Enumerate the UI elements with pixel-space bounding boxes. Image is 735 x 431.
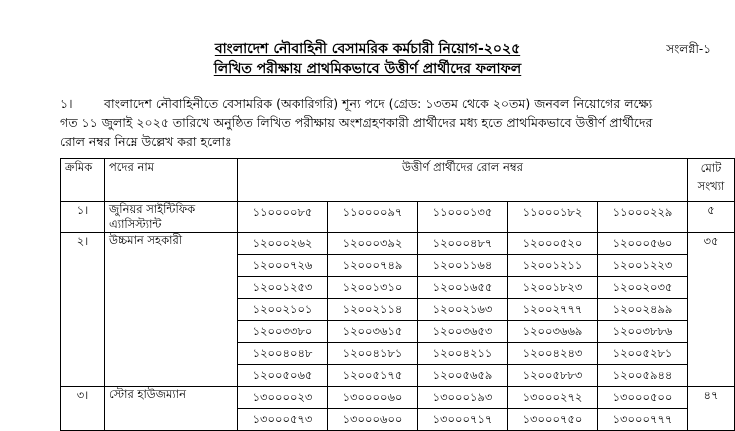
roll-number-cell: ১২০০৫২৮১ [598, 343, 688, 365]
roll-number-cell: ১২০০৪০৪৮ [238, 343, 328, 365]
serial-cell: ১। [61, 202, 105, 233]
roll-number-cell: ১৩০০০৫০০ [598, 387, 688, 409]
serial-cell: ২। [61, 233, 105, 387]
roll-number-cell: ১৩০০০৭১৭ [418, 409, 508, 431]
roll-number-cell: ১৩০০০৬০০ [328, 409, 418, 431]
roll-number-cell: ১২০০১১৬৪ [418, 255, 508, 277]
roll-number-cell: ১২০০০৫৬০ [598, 233, 688, 255]
table-body [61, 202, 735, 431]
table-row [61, 233, 735, 255]
header-serial: ক্রমিক [61, 159, 105, 202]
post-name-cell: জুনিয়র সাইন্টিফিক এ্যাসিস্ট্যান্ট [105, 202, 238, 233]
roll-number-cell: ১২০০১৩১০ [328, 277, 418, 299]
post-name-cell: উচ্চমান সহকারী [105, 233, 238, 387]
roll-number-cell: ১২০০১২৫৩ [238, 277, 328, 299]
total-cell: ৪৭ [688, 387, 735, 431]
roll-number-cell: ১৩০০০১৯৩ [418, 387, 508, 409]
table-row [61, 387, 735, 409]
roll-number-cell: ১২০০২৪৯৯ [598, 299, 688, 321]
roll-number-cell: ১২০০০৪৮৭ [418, 233, 508, 255]
roll-number-cell: ১২০০৫৬৫৯ [418, 365, 508, 387]
roll-number-cell: ১২০০৩৮৮৬ [598, 321, 688, 343]
roll-number-cell: ১২০০৫০৬৫ [238, 365, 328, 387]
roll-number-cell: ১২০০১২১১ [508, 255, 598, 277]
header-roll-numbers: উত্তীর্ণ প্রার্থীদের রোল নম্বর [238, 159, 688, 202]
roll-number-cell: ১২০০৫১৭৫ [328, 365, 418, 387]
roll-number-cell: ১২০০৪১৮১ [328, 343, 418, 365]
total-cell: ৫ [688, 202, 735, 233]
roll-number-cell: ১৩০০০০২৩ [238, 387, 328, 409]
roll-number-cell: ১২০০৫৮৮৩ [508, 365, 598, 387]
intro-paragraph-line1 [60, 94, 710, 113]
roll-number-cell: ১১০০০০৯৭ [328, 202, 418, 233]
roll-number-cell: ১২০০২১১৪ [328, 299, 418, 321]
roll-number-cell: ১২০০১৮২৩ [508, 277, 598, 299]
roll-number-cell: ১২০০০৫২০ [508, 233, 598, 255]
roll-number-cell: ১৩০০০০৬০ [328, 387, 418, 409]
roll-number-cell: ১১০০০০৮৫ [238, 202, 328, 233]
intro-text-line2: গত ১১ জুলাই ২০২৫ তারিখে অনুষ্ঠিত লিখিত পরীক্ষায় অংশগ্রহণকারী প্রার্থীদের মধ্য হতে প্রাথমিকভাবে উত্তীর্ণ প্রার্থীদের [60, 115, 653, 130]
intro-number: ১। [60, 96, 73, 111]
table-header-row [61, 159, 735, 202]
annex-label: সংলগ্নী-১ [666, 42, 711, 56]
roll-number-cell: ১২০০২১০১ [238, 299, 328, 321]
roll-number-cell: ১২০০০২৬২ [238, 233, 328, 255]
total-cell: ৩৫ [688, 233, 735, 387]
results-table [60, 158, 735, 431]
roll-number-cell: ১২০০৩৩৮০ [238, 321, 328, 343]
roll-number-cell: ১১০০০২২৯ [598, 202, 688, 233]
roll-number-cell: ১৩০০০৫৭৩ [238, 409, 328, 431]
roll-number-cell: ১৩০০০৭৭৭ [598, 409, 688, 431]
roll-number-cell: ১২০০১৬৫৫ [418, 277, 508, 299]
roll-number-cell: ১২০০২০৩৫ [598, 277, 688, 299]
roll-number-cell: ১৩০০০৭৫০ [508, 409, 598, 431]
serial-cell: ৩। [61, 387, 105, 431]
roll-number-cell: ১২০০২১৬৩ [418, 299, 508, 321]
roll-number-cell: ১২০০০৭৪৯ [328, 255, 418, 277]
roll-number-cell: ১২০০৪২১১ [418, 343, 508, 365]
roll-number-cell: ১২০০১২২৩ [598, 255, 688, 277]
header-post-name: পদের নাম [105, 159, 238, 202]
roll-number-cell: ১১০০০১৩৫ [418, 202, 508, 233]
roll-number-cell: ১২০০০৩৯২ [328, 233, 418, 255]
document-subtitle: লিখিত পরীক্ষায় প্রাথমিকভাবে উত্তীর্ণ প্রার্থীদের ফলাফল [213, 61, 522, 77]
document-title: বাংলাদেশ নৌবাহিনী বেসামরিক কর্মচারী নিয়োগ-২০২৫ [214, 41, 521, 57]
header-total: মোট সংখ্যা [688, 159, 735, 202]
roll-number-cell: ১২০০২৭৭৭ [508, 299, 598, 321]
roll-number-cell: ১২০০৩৬৫৩ [418, 321, 508, 343]
roll-number-cell: ১২০০৩৬১৫ [328, 321, 418, 343]
post-name-cell: স্টোর হাউজম্যান [105, 387, 238, 431]
roll-number-cell: ১১০০০১৮২ [508, 202, 598, 233]
roll-number-cell: ১২০০০৭২৬ [238, 255, 328, 277]
table-row [61, 202, 735, 233]
roll-number-cell: ১২০০৩৬৬৯ [508, 321, 598, 343]
roll-number-cell: ১২০০৪২৪৩ [508, 343, 598, 365]
roll-number-cell: ১৩০০০২৭২ [508, 387, 598, 409]
roll-number-cell: ১২০০৫৯৪৪ [598, 365, 688, 387]
intro-text-line1: বাংলাদেশ নৌবাহিনীতে বেসামরিক (অকারিগরি) শূন্য পদে (গ্রেড: ১৩তম থেকে ২০তম) জনবল নিয়োগের লক্ষ্যে [104, 96, 653, 111]
intro-text-line3: রোল নম্বর নিম্নে উল্লেখ করা হলোঃ [60, 134, 232, 149]
